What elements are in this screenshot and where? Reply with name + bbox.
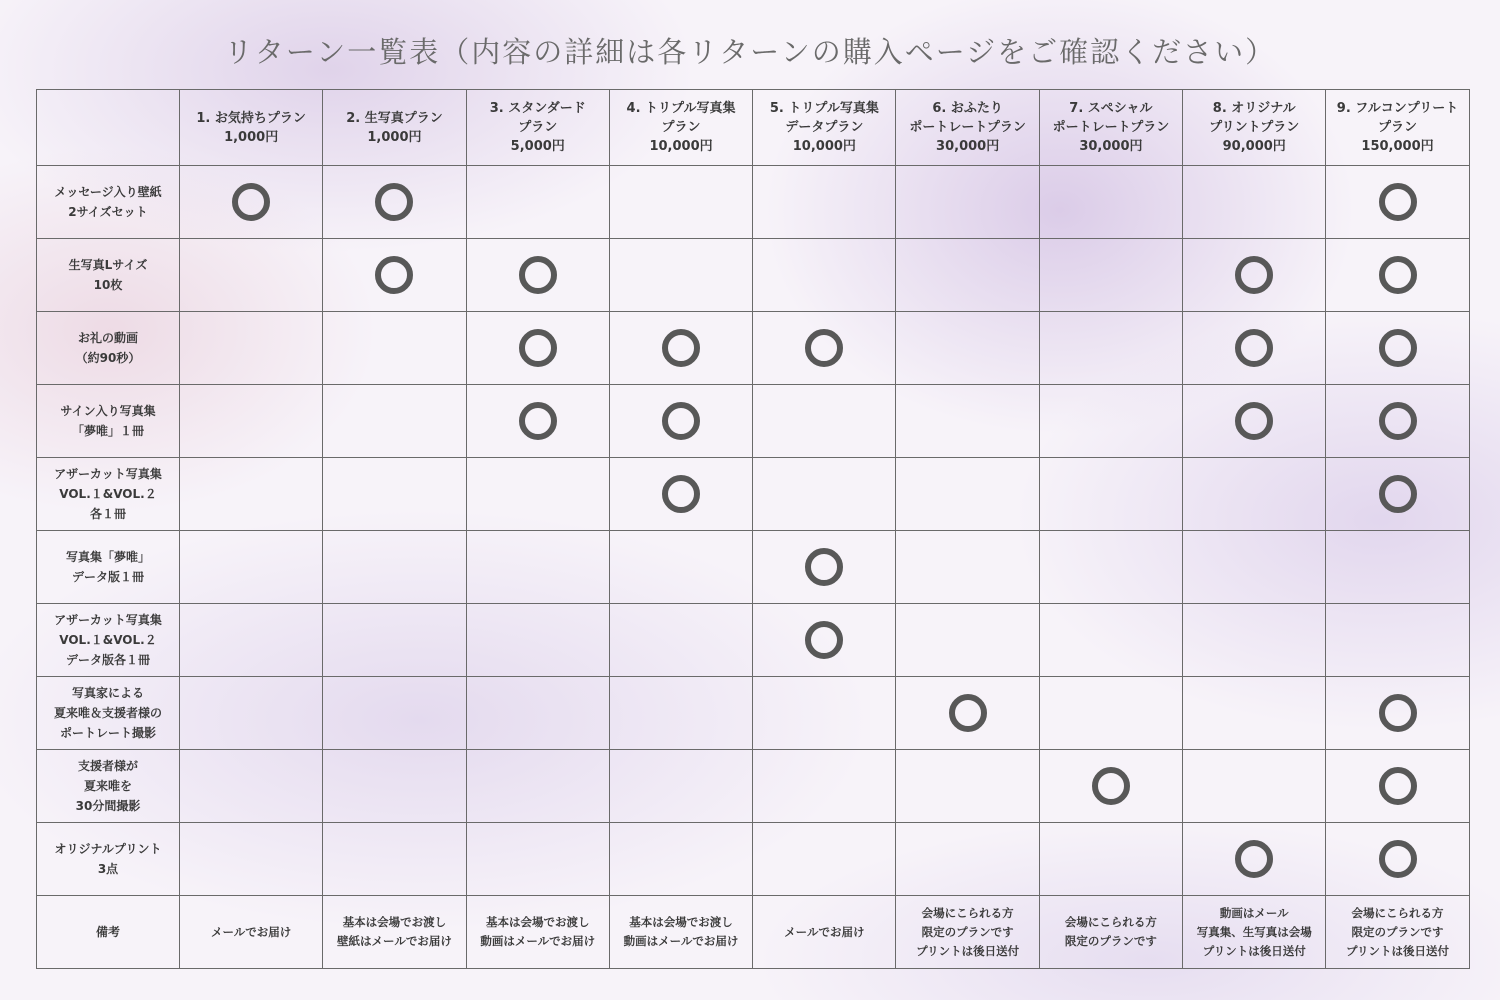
circle-mark-icon bbox=[805, 548, 843, 586]
plan-name: 6. おふたり ポートレートプラン bbox=[909, 101, 1026, 135]
table-cell bbox=[180, 531, 323, 604]
table-cell bbox=[1326, 239, 1469, 312]
table-cell bbox=[1039, 823, 1182, 896]
notes-row bbox=[37, 896, 1470, 969]
table-cell bbox=[1039, 166, 1182, 239]
corner-cell bbox=[37, 90, 180, 166]
plan-header-8 bbox=[1183, 90, 1326, 166]
table-cell bbox=[466, 604, 609, 677]
returns-table bbox=[36, 89, 1470, 969]
row-label: 生写真Lサイズ 10枚 bbox=[37, 239, 180, 312]
circle-mark-icon bbox=[805, 621, 843, 659]
table-cell bbox=[896, 604, 1039, 677]
table-cell bbox=[1039, 604, 1182, 677]
table-cell bbox=[896, 239, 1039, 312]
circle-mark-icon bbox=[662, 329, 700, 367]
table-cell bbox=[609, 312, 752, 385]
circle-mark-icon bbox=[232, 183, 270, 221]
plan-header-2 bbox=[323, 90, 466, 166]
table-cell bbox=[466, 166, 609, 239]
table-cell bbox=[1326, 604, 1469, 677]
note-cell: 基本は会場でお渡し 動画はメールでお届け bbox=[609, 896, 752, 969]
plan-name: 8. オリジナル プリントプラン bbox=[1209, 101, 1300, 135]
table-cell bbox=[323, 677, 466, 750]
table-cell bbox=[1183, 823, 1326, 896]
table-row bbox=[37, 166, 1470, 239]
table-cell bbox=[323, 166, 466, 239]
table-cell bbox=[609, 823, 752, 896]
table-cell bbox=[323, 458, 466, 531]
table-cell bbox=[609, 385, 752, 458]
note-cell: 会場にこられる方 限定のプランです bbox=[1039, 896, 1182, 969]
table-cell bbox=[180, 312, 323, 385]
circle-mark-icon bbox=[805, 329, 843, 367]
plan-header-5 bbox=[753, 90, 896, 166]
table-cell bbox=[896, 458, 1039, 531]
table-cell bbox=[1039, 750, 1182, 823]
row-label: メッセージ入り壁紙 2サイズセット bbox=[37, 166, 180, 239]
table-cell bbox=[323, 750, 466, 823]
table-cell bbox=[323, 312, 466, 385]
circle-mark-icon bbox=[519, 329, 557, 367]
table-cell bbox=[896, 531, 1039, 604]
table-cell bbox=[896, 677, 1039, 750]
table-cell bbox=[1183, 750, 1326, 823]
table-cell bbox=[896, 166, 1039, 239]
circle-mark-icon bbox=[662, 475, 700, 513]
note-cell: 会場にこられる方 限定のプランです プリントは後日送付 bbox=[896, 896, 1039, 969]
table-cell bbox=[466, 239, 609, 312]
table-cell bbox=[753, 312, 896, 385]
table-cell bbox=[1326, 385, 1469, 458]
table-cell bbox=[1039, 458, 1182, 531]
table-cell bbox=[1326, 823, 1469, 896]
circle-mark-icon bbox=[1379, 183, 1417, 221]
table-cell bbox=[753, 531, 896, 604]
plan-name: 7. スペシャル ポートレートプラン bbox=[1052, 101, 1170, 135]
table-cell bbox=[609, 677, 752, 750]
table-cell bbox=[466, 677, 609, 750]
note-cell: 基本は会場でお渡し 壁紙はメールでお届け bbox=[323, 896, 466, 969]
row-label: お礼の動画 （約90秒） bbox=[37, 312, 180, 385]
circle-mark-icon bbox=[375, 183, 413, 221]
row-label: アザーカット写真集 VOL.１&VOL.２ 各１冊 bbox=[37, 458, 180, 531]
table-row bbox=[37, 458, 1470, 531]
table-row bbox=[37, 677, 1470, 750]
plan-name: 5. トリプル写真集 データプラン bbox=[769, 101, 879, 135]
table-row bbox=[37, 823, 1470, 896]
table-cell bbox=[180, 604, 323, 677]
plan-name: 1. お気持ちプラン bbox=[196, 110, 306, 126]
table-cell bbox=[609, 166, 752, 239]
table-cell bbox=[323, 823, 466, 896]
table-cell bbox=[323, 239, 466, 312]
note-cell: メールでお届け bbox=[180, 896, 323, 969]
table-cell bbox=[1183, 312, 1326, 385]
table-cell bbox=[1183, 677, 1326, 750]
plan-price: 1,000円 bbox=[367, 129, 422, 145]
note-cell: 基本は会場でお渡し 動画はメールでお届け bbox=[466, 896, 609, 969]
plan-price: 150,000円 bbox=[1361, 139, 1434, 154]
circle-mark-icon bbox=[1092, 767, 1130, 805]
table-cell bbox=[180, 750, 323, 823]
table-cell bbox=[1326, 312, 1469, 385]
circle-mark-icon bbox=[1379, 767, 1417, 805]
plan-name: 2. 生写真プラン bbox=[346, 110, 443, 126]
plan-price: 30,000円 bbox=[936, 139, 1000, 154]
table-cell bbox=[466, 385, 609, 458]
circle-mark-icon bbox=[1235, 256, 1273, 294]
plan-price: 90,000円 bbox=[1222, 139, 1286, 154]
plan-price: 5,000円 bbox=[510, 139, 565, 154]
plan-price: 10,000円 bbox=[792, 139, 856, 154]
table-cell bbox=[896, 385, 1039, 458]
table-cell bbox=[1039, 312, 1182, 385]
table-cell bbox=[753, 750, 896, 823]
table-cell bbox=[466, 458, 609, 531]
table-cell bbox=[1039, 677, 1182, 750]
circle-mark-icon bbox=[1379, 694, 1417, 732]
note-cell: メールでお届け bbox=[753, 896, 896, 969]
table-cell bbox=[323, 531, 466, 604]
table-cell bbox=[466, 750, 609, 823]
row-label: アザーカット写真集 VOL.１&VOL.２ データ版各１冊 bbox=[37, 604, 180, 677]
table-cell bbox=[1183, 385, 1326, 458]
table-cell bbox=[466, 823, 609, 896]
table-cell bbox=[609, 239, 752, 312]
table-row bbox=[37, 385, 1470, 458]
circle-mark-icon bbox=[1235, 840, 1273, 878]
circle-mark-icon bbox=[375, 256, 413, 294]
table-cell bbox=[180, 458, 323, 531]
table-cell bbox=[323, 385, 466, 458]
table-row bbox=[37, 531, 1470, 604]
circle-mark-icon bbox=[1235, 329, 1273, 367]
circle-mark-icon bbox=[662, 402, 700, 440]
plan-header-1 bbox=[180, 90, 323, 166]
table-cell bbox=[1183, 166, 1326, 239]
plan-price: 30,000円 bbox=[1079, 139, 1143, 154]
plan-header-6 bbox=[896, 90, 1039, 166]
plan-price: 10,000円 bbox=[649, 139, 713, 154]
table-cell bbox=[609, 531, 752, 604]
circle-mark-icon bbox=[949, 694, 987, 732]
table-cell bbox=[180, 823, 323, 896]
table-cell bbox=[1183, 458, 1326, 531]
table-cell bbox=[609, 604, 752, 677]
plan-header-4 bbox=[609, 90, 752, 166]
table-cell bbox=[1039, 239, 1182, 312]
row-label: 写真集「夢唯」 データ版１冊 bbox=[37, 531, 180, 604]
row-label: 写真家による 夏来唯＆支援者様の ポートレート撮影 bbox=[37, 677, 180, 750]
plan-header-9 bbox=[1326, 90, 1469, 166]
table-cell bbox=[1326, 458, 1469, 531]
table-row bbox=[37, 604, 1470, 677]
table-cell bbox=[753, 166, 896, 239]
circle-mark-icon bbox=[1379, 329, 1417, 367]
table-cell bbox=[1183, 239, 1326, 312]
plan-name: 9. フルコンプリート プラン bbox=[1336, 101, 1459, 135]
circle-mark-icon bbox=[519, 256, 557, 294]
row-label: オリジナルプリント 3点 bbox=[37, 823, 180, 896]
table-body bbox=[37, 166, 1470, 969]
circle-mark-icon bbox=[1235, 402, 1273, 440]
circle-mark-icon bbox=[1379, 840, 1417, 878]
plan-price: 1,000円 bbox=[224, 129, 279, 145]
table-cell bbox=[753, 239, 896, 312]
note-cell: 動画はメール 写真集、生写真は会場 プリントは後日送付 bbox=[1183, 896, 1326, 969]
circle-mark-icon bbox=[1379, 475, 1417, 513]
table-cell bbox=[1183, 531, 1326, 604]
table-cell bbox=[1326, 531, 1469, 604]
table-cell bbox=[609, 458, 752, 531]
table-cell bbox=[1326, 750, 1469, 823]
plan-name: 3. スタンダード プラン bbox=[489, 101, 586, 135]
plan-header-7 bbox=[1039, 90, 1182, 166]
circle-mark-icon bbox=[519, 402, 557, 440]
table-cell bbox=[1326, 166, 1469, 239]
circle-mark-icon bbox=[1379, 402, 1417, 440]
table-cell bbox=[180, 166, 323, 239]
table-cell bbox=[466, 312, 609, 385]
table-cell bbox=[896, 312, 1039, 385]
table-cell bbox=[753, 677, 896, 750]
table-cell bbox=[466, 531, 609, 604]
table-cell bbox=[753, 385, 896, 458]
table-cell bbox=[753, 604, 896, 677]
header-row bbox=[37, 90, 1470, 166]
row-label: サイン入り写真集 「夢唯」１冊 bbox=[37, 385, 180, 458]
row-label: 支援者様が 夏来唯を 30分間撮影 bbox=[37, 750, 180, 823]
table-cell bbox=[1039, 531, 1182, 604]
table-cell bbox=[180, 677, 323, 750]
table-cell bbox=[1326, 677, 1469, 750]
notes-label: 備考 bbox=[37, 896, 180, 969]
table-cell bbox=[180, 385, 323, 458]
table-cell bbox=[753, 458, 896, 531]
table-cell bbox=[896, 750, 1039, 823]
table-cell bbox=[1039, 385, 1182, 458]
table-row bbox=[37, 239, 1470, 312]
table-cell bbox=[896, 823, 1039, 896]
circle-mark-icon bbox=[1379, 256, 1417, 294]
note-cell: 会場にこられる方 限定のプランです プリントは後日送付 bbox=[1326, 896, 1469, 969]
table-cell bbox=[1183, 604, 1326, 677]
table-cell bbox=[753, 823, 896, 896]
page-title: リターン一覧表（内容の詳細は各リターンの購入ページをご確認ください） bbox=[223, 35, 1277, 69]
table-row bbox=[37, 312, 1470, 385]
table-cell bbox=[609, 750, 752, 823]
table-row bbox=[37, 750, 1470, 823]
plan-name: 4. トリプル写真集 プラン bbox=[626, 101, 736, 135]
table-cell bbox=[323, 604, 466, 677]
plan-header-3 bbox=[466, 90, 609, 166]
table-cell bbox=[180, 239, 323, 312]
